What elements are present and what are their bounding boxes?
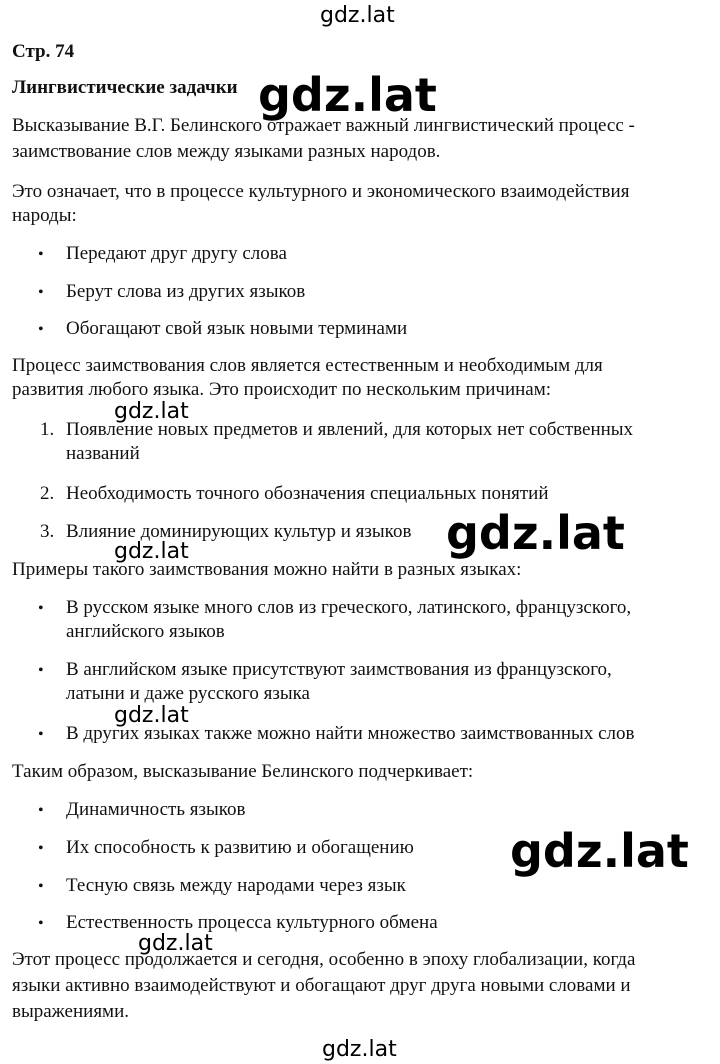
paragraph-6-line-2: языки активно взаимодействуют и обогащают друг друга новыми словами и bbox=[12, 975, 631, 996]
watermark-large-3: gdz.lat bbox=[510, 824, 689, 878]
list-item: В русском языке много слов из греческого, латинского, французского, bbox=[66, 597, 632, 618]
watermark-large-2: gdz.lat bbox=[446, 506, 625, 560]
paragraph-6-line-3: выражениями. bbox=[12, 1001, 129, 1022]
watermark-top: gdz.lat bbox=[320, 3, 395, 28]
paragraph-1-line-2: заимствование слов между языками разных народов. bbox=[12, 141, 441, 162]
list-number: 3. bbox=[40, 521, 55, 542]
page-label: Стр. 74 bbox=[12, 41, 75, 62]
list-bullet: • bbox=[38, 878, 44, 895]
watermark-bottom: gdz.lat bbox=[322, 1037, 397, 1062]
list-item: Обогащают свой язык новыми терминами bbox=[66, 318, 408, 339]
list-item: В английском языке присутствуют заимствования из французского, bbox=[66, 659, 612, 680]
list-item: Динамичность языков bbox=[66, 799, 246, 820]
list-item-continuation: латыни и даже русского языка bbox=[66, 683, 310, 704]
watermark-small-5: gdz.lat bbox=[138, 931, 213, 956]
list-item-continuation: названий bbox=[66, 443, 140, 464]
list-bullet: • bbox=[38, 915, 44, 932]
list-item: Их способность к развитию и обогащению bbox=[66, 837, 414, 858]
paragraph-5: Таким образом, высказывание Белинского подчеркивает: bbox=[12, 761, 474, 782]
paragraph-3-line-1: Процесс заимствования слов является естественным и необходимым для bbox=[12, 355, 603, 376]
list-number: 1. bbox=[40, 419, 55, 440]
list-number: 2. bbox=[40, 483, 55, 504]
list-bullet: • bbox=[38, 321, 44, 338]
paragraph-6-line-1: Этот процесс продолжается и сегодня, особенно в эпоху глобализации, когда bbox=[12, 949, 636, 970]
list-item: Передают друг другу слова bbox=[66, 243, 287, 264]
paragraph-1-line-1: Высказывание В.Г. Белинского отражает важный лингвистический процесс - bbox=[12, 115, 635, 136]
list-bullet: • bbox=[38, 246, 44, 263]
list-item: Необходимость точного обозначения специальных понятий bbox=[66, 483, 549, 504]
watermark-small-4: gdz.lat bbox=[114, 703, 189, 728]
watermark-small-2: gdz.lat bbox=[114, 399, 189, 424]
list-item: Тесную связь между народами через язык bbox=[66, 875, 406, 896]
paragraph-2-line-1: Это означает, что в процессе культурного и экономического взаимодействия bbox=[12, 181, 630, 202]
watermark-large-1: gdz.lat bbox=[258, 68, 437, 122]
list-item: Берут слова из других языков bbox=[66, 281, 306, 302]
section-heading: Лингвистические задачки bbox=[12, 77, 238, 98]
paragraph-4: Примеры такого заимствования можно найти в разных языках: bbox=[12, 559, 522, 580]
list-item: Появление новых предметов и явлений, для которых нет собственных bbox=[66, 419, 634, 440]
list-item: В других языках также можно найти множество заимствованных слов bbox=[66, 723, 635, 744]
list-item: Естественность процесса культурного обмена bbox=[66, 912, 438, 933]
list-bullet: • bbox=[38, 840, 44, 857]
paragraph-2-line-2: народы: bbox=[12, 205, 77, 226]
watermark-small-3: gdz.lat bbox=[114, 539, 189, 564]
list-bullet: • bbox=[38, 726, 44, 743]
list-item-continuation: английского языков bbox=[66, 621, 225, 642]
paragraph-3-line-2: развития любого языка. Это происходит по нескольким причинам: bbox=[12, 379, 552, 400]
list-bullet: • bbox=[38, 662, 44, 679]
list-bullet: • bbox=[38, 284, 44, 301]
list-bullet: • bbox=[38, 802, 44, 819]
list-item: Влияние доминирующих культур и языков bbox=[66, 521, 412, 542]
list-bullet: • bbox=[38, 600, 44, 617]
